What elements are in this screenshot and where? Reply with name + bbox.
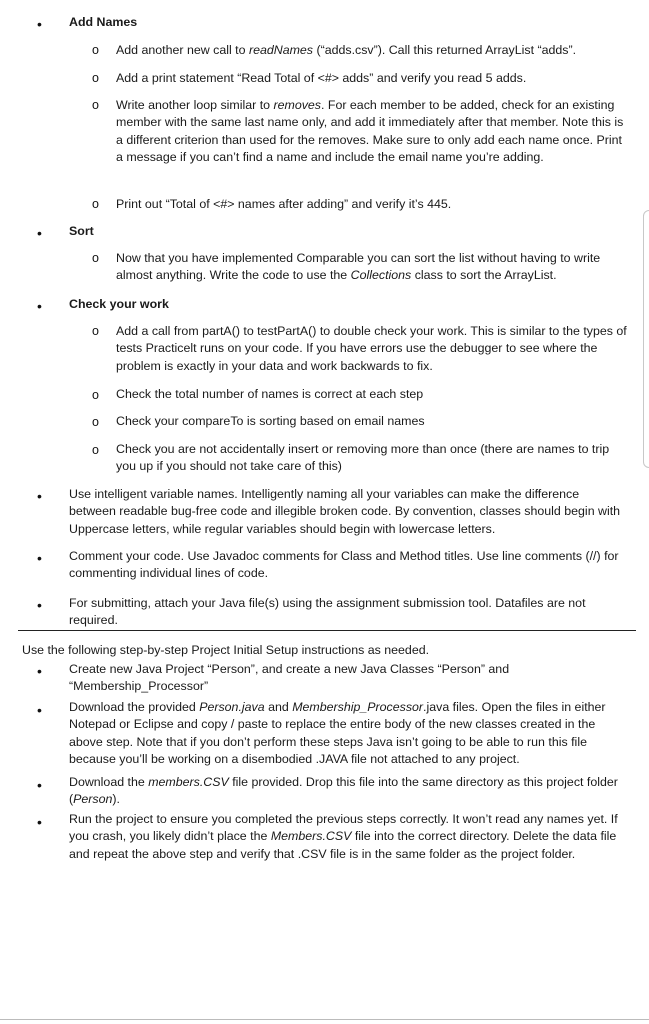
sub-bullet: o: [92, 43, 99, 57]
general-item-submitting: For submitting, attach your Java file(s) using the assignment submission tool. Datafiles are not required.: [69, 596, 586, 628]
bullet-add-names: •: [37, 16, 42, 32]
bullet-setup: •: [37, 702, 42, 718]
setup-item-1: Create new Java Project “Person”, and create a new Java Classes “Person” and “Membership_Processor”: [69, 662, 510, 694]
bullet-general: •: [37, 488, 42, 504]
setup-item-2: Download the provided Person.java and Membership_Processor.java files. Open the files in either Notepad or Eclipse and copy / paste to replace the entire body of the new classes created in the above step. Note that if you don’t perform these steps Java isn’t going to be able to run this file because you’ll be working on a disembodied .JAVA file not attached to any project.: [69, 700, 606, 767]
bullet-setup: •: [37, 663, 42, 679]
check-item-1: Add a call from partA() to testPartA() to double check your work. This is similar to the types of tests Practicelt runs on your code. If you have errors use the debugger to see where the problem is exactly in your data and work backwards to fix.: [116, 324, 627, 373]
add-names-item-1: Add another new call to readNames (“adds.csv”). Call this returned ArrayList “adds”.: [116, 43, 577, 57]
sub-bullet: o: [92, 324, 99, 338]
add-names-item-3: Write another loop similar to removes. For each member to be added, check for an existing member with the same last name only, and add it immediately after that member. Note this is a different criterion than used for the removes. Make sure to only add each name once. Print a message if you can’t find a name and include the email name you’re adding.: [116, 98, 624, 165]
bullet-general: •: [37, 597, 42, 613]
check-item-4: Check you are not accidentally insert or removing more than once (there are names to trip you up if you should not take care of this): [116, 442, 610, 474]
italic-term: Person: [73, 792, 113, 807]
check-item-3: Check your compareTo is sorting based on email names: [116, 414, 425, 428]
setup-item-3: Download the members.CSV file provided. Drop this file into the same directory as this project folder (Person).: [69, 775, 618, 807]
sort-item-1: Now that you have implemented Comparable you can sort the list without having to write almost anything. Write the code to use the Collections class to sort the ArrayList.: [116, 251, 601, 283]
sub-bullet: o: [92, 197, 99, 211]
bullet-setup: •: [37, 814, 42, 830]
italic-term: Collections: [350, 268, 412, 283]
italic-term: Person.java: [199, 700, 265, 714]
check-item-2: Check the total number of names is correct at each step: [116, 387, 424, 401]
sub-bullet: o: [92, 71, 99, 85]
setup-item-4: Run the project to ensure you completed the previous steps correctly. It won’t read any names yet. If you crash, you likely didn’t place the Members.CSV file into the correct directory. Delete the data file and repeat the above step and verify that .CSV file is in the same folder as the project folder.: [69, 812, 618, 861]
section-divider: [18, 630, 636, 631]
bullet-sort: •: [37, 225, 42, 241]
sub-bullet: o: [92, 388, 99, 402]
general-item-variable-names: Use intelligent variable names. Intelligently naming all your variables can make the difference between readable bug-free code and illegible broken code. By convention, classes should begin with Uppercase letters, while regular variables should begin with lowercase letters.: [69, 487, 621, 536]
heading-add-names: Add Names: [69, 15, 138, 29]
bullet-general: •: [37, 550, 42, 566]
bullet-setup: •: [37, 777, 42, 793]
bullet-check: •: [37, 298, 42, 314]
scrollbar-edge[interactable]: [643, 210, 649, 468]
italic-term: removes: [273, 98, 321, 112]
add-names-item-2: Add a print statement “Read Total of <#> adds” and verify you read 5 adds.: [116, 71, 527, 85]
italic-term: members.CSV: [148, 775, 229, 789]
sub-bullet: o: [92, 98, 99, 112]
page-bottom-edge: [0, 1019, 649, 1020]
italic-term: Membership_Processor: [292, 700, 424, 714]
add-names-item-4: Print out “Total of <#> names after adding” and verify it’s 445.: [116, 197, 452, 211]
italic-term: Members.CSV: [270, 829, 352, 844]
sub-bullet: o: [92, 443, 99, 457]
heading-check-your-work: Check your work: [69, 297, 169, 311]
heading-sort: Sort: [69, 224, 94, 238]
general-item-comments: Comment your code. Use Javadoc comments for Class and Method titles. Use line comments (//) for commenting individual lines of code.: [69, 549, 619, 581]
setup-intro: Use the following step-by-step Project Initial Setup instructions as needed.: [22, 643, 430, 657]
sub-bullet: o: [92, 415, 99, 429]
italic-term: readNames: [248, 43, 313, 57]
sub-bullet: o: [92, 251, 99, 265]
